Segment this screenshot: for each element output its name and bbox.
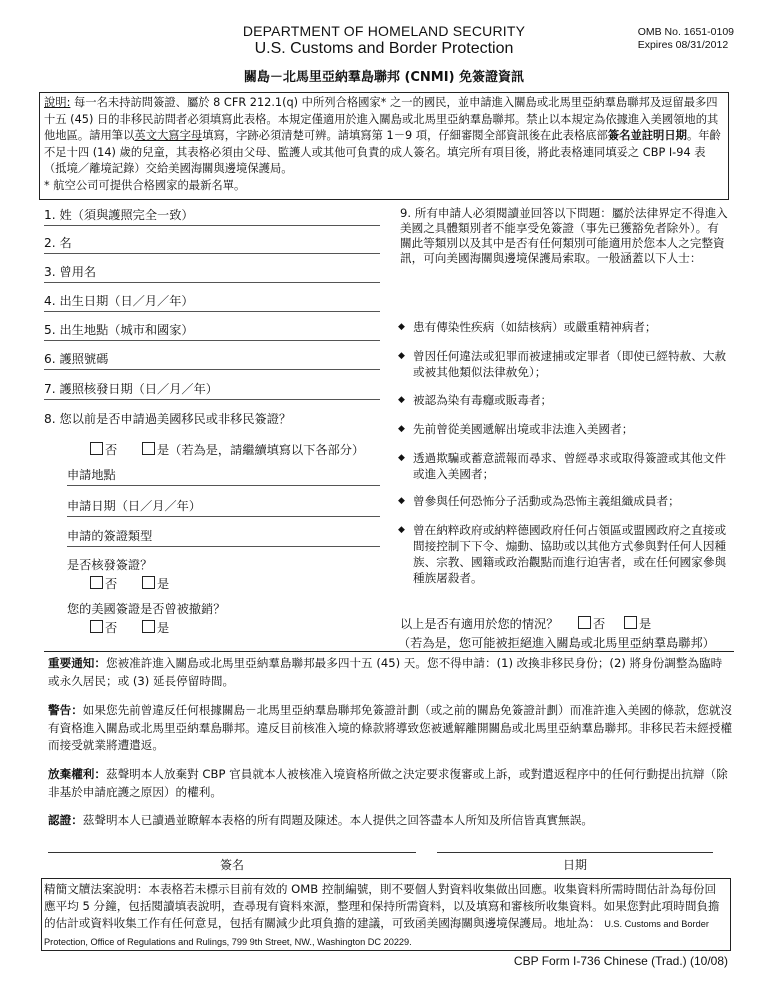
instructions-text-1: 每一名未持訪問簽證、屬於 8 CFR 212.1(q) 中所列合格國家* 之一的國民，並申請進入關島或北馬里亞納羣島聯邦及逗留最多四十五 (45) 日的非移民訪問者必須填寫此表格。本規定僅適用於進入關島或北馬里亞納羣島聯邦。禁止以本規定為依據進入美國領地的其他地區。請用筆以 <box>44 96 719 142</box>
warning-text: 如果您先前曾違反任何根據關島－北馬里亞納羣島聯邦免簽證計劃（或之前的關島免簽證計劃）而准許進入美國的條款，您就沒有資格進入關島或北馬里亞納羣島聯邦。違反目前核准入境的條款將導致您被遞解離開關島或北馬里亞納羣島聯邦。非移民若未經授權而接受就業將遭遣返。 <box>48 703 733 752</box>
q9-bullet-crime <box>398 348 732 380</box>
field-application-place[interactable]: 申請地點 <box>67 466 380 486</box>
agency-name: U.S. Customs and Border Protection <box>254 40 514 57</box>
department-name: DEPARTMENT OF HOMELAND SECURITY <box>242 23 526 39</box>
q9-applies-text: 以上是否有適用於您的情況？ <box>400 617 559 631</box>
question-8: 8. 您以前是否申請過美國移民或非移民簽證？ <box>44 412 292 426</box>
q8-no-checkbox[interactable] <box>90 442 103 455</box>
q9-bullet-text: 患有傳染性疾病（如結核病）或嚴重精神病者； <box>413 320 657 334</box>
revoked-yes-option[interactable] <box>142 619 169 636</box>
question-9-intro: 9. 所有申請人必須閱讀並回答以下問題：屬於法律界定不得進入美國之具體類別者不能享受免簽證（事先已獲豁免者除外）。有關此等類別以及其中是否有任何類別可能適用於您本人之完整資訊，可向美國海關與邊境保護局索取。一般涵蓋以下人士： <box>400 206 728 265</box>
issued-no-checkbox[interactable] <box>90 576 103 589</box>
instructions-box <box>39 92 729 200</box>
q9-bullet-text: 透過欺騙或蓄意謊報而尋求、曾經尋求或取得簽證或其他文件或進入美國者； <box>413 451 727 481</box>
issued-yes-checkbox[interactable] <box>142 576 155 589</box>
q9-yes-option[interactable] <box>624 615 651 632</box>
field-passport-issue-date[interactable]: 7. 護照核發日期（日／月／年） <box>44 380 380 400</box>
instructions-bold: 簽名並註明日期 <box>607 129 687 142</box>
certification-notice <box>48 812 733 830</box>
bullet-icon: ◆ <box>398 453 405 463</box>
q8-yes-checkbox[interactable] <box>142 442 155 455</box>
field-former-name[interactable]: 3. 曾用名 <box>44 263 380 283</box>
paperwork-reduction-notice <box>41 878 731 951</box>
bullet-icon: ◆ <box>398 525 405 535</box>
signature-label: 簽名 <box>219 858 244 872</box>
certification-text: 茲聲明本人已讀過並瞭解本表格的所有問題及陳述。本人提供之回答盡本人所知及所信皆真實無誤。 <box>82 813 593 827</box>
pra-address: U.S. Customs and Border Protection, Office of Regulations and Rulings, 799 9th Street, NW., Washington DC 20229. <box>44 919 709 947</box>
waiver-notice <box>48 766 733 801</box>
q9-bullet-text: 曾參與任何恐怖分子活動或為恐怖主義組織成員者； <box>413 494 680 508</box>
omb-expiration: Expires 08/31/2012 <box>637 39 729 51</box>
q9-bullet-deported <box>398 421 732 437</box>
form-number: CBP Form I-736 Chinese (Trad.) (10/08) <box>513 954 728 968</box>
bullet-icon: ◆ <box>398 351 405 361</box>
issued-yes-option[interactable] <box>142 575 169 592</box>
bullet-icon: ◆ <box>398 322 405 332</box>
bullet-icon: ◆ <box>398 395 405 405</box>
q9-yes-label: 是 <box>639 617 652 631</box>
q9-bullet-persecution <box>398 522 732 586</box>
instructions-text-3: 。年齡不足十四 (14) 歲的兒童，其表格必須由父母、監護人或其他可負責的成人簽名。填完所有項目後，將此表格連同填妥之 CBP I-94 表（抵境／離境記錄）交給美國海關與邊境保護局。 <box>44 129 721 175</box>
visa-revoked-question: 您的美國簽證是否曾被撤銷？ <box>67 602 226 616</box>
visa-issued-question: 是否核發簽證？ <box>67 558 153 572</box>
field-passport-number[interactable]: 6. 護照號碼 <box>44 350 380 370</box>
issued-yes-label: 是 <box>157 577 170 591</box>
bullet-icon: ◆ <box>398 424 405 434</box>
q9-bullet-terrorism <box>398 493 732 509</box>
field-birth-date[interactable]: 4. 出生日期（日／月／年） <box>44 292 380 312</box>
signature-line[interactable] <box>48 852 416 853</box>
instructions-label: 說明: <box>44 96 71 109</box>
field-application-date[interactable]: 申請日期（日／月／年） <box>67 497 380 517</box>
q9-bullet-disease <box>398 319 732 335</box>
q8-no-option[interactable] <box>90 441 117 458</box>
certification-label: 認證： <box>48 813 83 827</box>
instructions-text-2: 填寫，字跡必須清楚可辨。請填寫第 1－9 項，仔細審閱全部資訊後在此表格底部 <box>202 129 608 142</box>
form-title: 關島－北馬里亞納羣島聯邦 (CNMI) 免簽證資訊 <box>243 70 525 85</box>
q9-applies-question <box>400 615 558 632</box>
instructions-underlined: 英文大寫字母 <box>134 129 203 142</box>
q9-no-checkbox[interactable] <box>578 616 591 629</box>
revoked-no-option[interactable] <box>90 619 117 636</box>
date-label: 日期 <box>562 858 587 872</box>
omb-number: OMB No. 1651-0109 <box>637 26 734 38</box>
q9-bullet-text: 曾在納粹政府或納粹德國政府任何占領區或盟國政府之直接或間接控制下下令、煽動、協助或以其他方式參與對任何人因種族、宗教、國籍或政治觀點而進行迫害者，或在任何國家參與種族屠殺者。 <box>413 523 727 585</box>
revoked-yes-label: 是 <box>157 621 170 635</box>
section-divider <box>44 651 734 652</box>
field-birth-place[interactable]: 5. 出生地點（城市和國家） <box>44 321 380 341</box>
q9-bullet-fraud <box>398 450 732 482</box>
field-visa-type[interactable]: 申請的簽證類型 <box>67 527 380 547</box>
important-label: 重要通知： <box>48 656 106 670</box>
q9-bullet-text: 曾因任何違法或犯罪而被逮捕或定罪者（即使已經特赦、大赦或被其他類似法律赦免）； <box>413 349 727 379</box>
field-surname[interactable]: 1. 姓（須與護照完全一致） <box>44 206 380 226</box>
warning-label: 警告： <box>48 703 83 717</box>
revoked-no-label: 否 <box>105 621 118 635</box>
important-notice <box>48 655 733 690</box>
warning-notice <box>48 702 733 755</box>
q9-no-label: 否 <box>593 617 606 631</box>
q9-bullet-drugs <box>398 392 732 408</box>
field-given-name[interactable]: 2. 名 <box>44 234 380 254</box>
instructions-footnote: * 航空公司可提供合格國家的最新名單。 <box>44 178 246 192</box>
waiver-label: 放棄權利： <box>48 767 106 781</box>
revoked-yes-checkbox[interactable] <box>142 620 155 633</box>
q9-bullet-text: 先前曾從美國遞解出境或非法進入美國者； <box>413 422 634 436</box>
q9-yes-checkbox[interactable] <box>624 616 637 629</box>
issued-no-label: 否 <box>105 577 118 591</box>
omb-info <box>638 26 734 52</box>
issued-no-option[interactable] <box>90 575 117 592</box>
q9-note: （若為是，您可能被拒絕進入關島或北馬里亞納羣島聯邦） <box>398 636 715 650</box>
pra-text: 精簡文牘法案說明：本表格若未標示目前有效的 OMB 控制編號，則不要個人對資料收集做出回應。收集資料所需時間估計為每份回應平均 5 分鐘，包括閱讀填表說明，查尋現有資料來源，整理和保持所需資料，以及填寫和審核所收集資料。如果您對此項時間負擔的估計或資料收集工作有任何意見，包括有關減少此項負擔的建議，可致函美國海關與邊境保護局。地址為： <box>44 882 720 930</box>
q9-bullet-text: 被認為染有毒癮或販毒者； <box>413 393 553 407</box>
q8-yes-label: 是（若為是，請繼續填寫以下各部分） <box>157 443 365 457</box>
q8-yes-option[interactable] <box>142 441 364 458</box>
revoked-no-checkbox[interactable] <box>90 620 103 633</box>
bullet-icon: ◆ <box>398 496 405 506</box>
date-line[interactable] <box>437 852 713 853</box>
q9-no-option[interactable] <box>578 615 605 632</box>
important-text: 您被准許進入關島或北馬里亞納羣島聯邦最多四十五 (45) 天。您不得申請：(1) 改換非移民身份；(2) 將身份調整為臨時或永久居民；或 (3) 延長停留時間。 <box>48 656 723 688</box>
q8-no-label: 否 <box>105 443 118 457</box>
waiver-text: 茲聲明本人放棄對 CBP 官員就本人被核准入境資格所做之決定要求復審或上訴，或對遣返程序中的任何行動提出抗辯（除非基於申請庇護之原因）的權利。 <box>48 767 728 799</box>
